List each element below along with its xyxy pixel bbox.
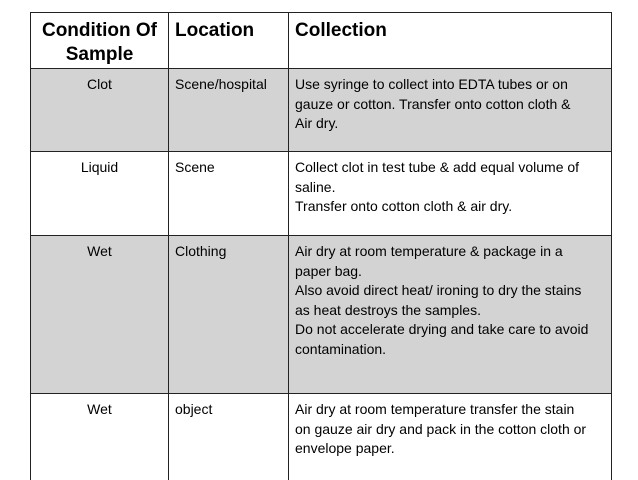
cell-condition: Wet xyxy=(31,394,169,480)
cell-condition: Clot xyxy=(31,69,169,152)
table-row xyxy=(31,236,612,394)
sample-collection-table xyxy=(30,12,612,480)
cell-condition: Liquid xyxy=(31,152,169,236)
header-condition: Condition Of Sample xyxy=(31,13,169,69)
cell-location: Scene/hospital xyxy=(169,69,289,152)
cell-collection: Use syringe to collect into EDTA tubes or on gauze or cotton. Transfer onto cotton cloth & Air dry. xyxy=(289,69,612,152)
table-row xyxy=(31,394,612,480)
header-collection: Collection xyxy=(289,13,612,69)
cell-collection: Air dry at room temperature & package in a paper bag. Also avoid direct heat/ ironing to dry the stains as heat destroys the samples. Do not accelerate drying and take care to avoid contamination. xyxy=(289,236,612,394)
header-row xyxy=(31,13,612,69)
cell-location: object xyxy=(169,394,289,480)
cell-collection: Air dry at room temperature transfer the stain on gauze air dry and pack in the cotton cloth or envelope paper. xyxy=(289,394,612,480)
cell-location: Clothing xyxy=(169,236,289,394)
cell-location: Scene xyxy=(169,152,289,236)
table-row xyxy=(31,69,612,152)
table-row xyxy=(31,152,612,236)
cell-condition: Wet xyxy=(31,236,169,394)
header-location: Location xyxy=(169,13,289,69)
cell-collection: Collect clot in test tube & add equal volume of saline. Transfer onto cotton cloth & air dry. xyxy=(289,152,612,236)
